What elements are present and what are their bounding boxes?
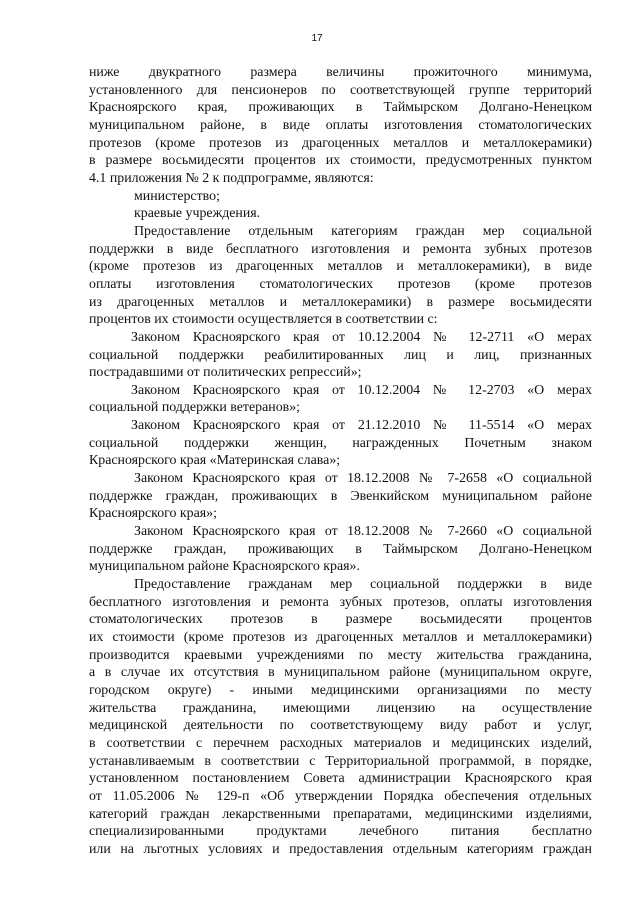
text-line: поддержке граждан, проживающих в Таймырском Долгано-Ненецком <box>89 541 592 557</box>
text-line: производится краевыми учреждениями по месту жительства гражданина, <box>89 647 592 663</box>
text-line: специализированными продуктами лечебного питания бесплатно <box>89 824 592 840</box>
document-body <box>89 64 592 859</box>
text-line: Законом Красноярского края от 18.12.2008 № 7-2660 «О социальной <box>134 524 592 540</box>
text-line: устанавливаемым в соответствии с Территориальной программой, в порядке, <box>89 753 592 769</box>
text-line: от 11.05.2006 № 129-п «Об утверждении Порядка обеспечения отдельных <box>89 788 592 804</box>
text-line: социальной поддержки женщин, награжденных Почетным знаком <box>89 435 592 451</box>
text-line: поддержки в виде бесплатного изготовления и ремонта зубных протезов <box>89 241 592 257</box>
text-line: из драгоценных металлов и металлокерамики) в размере восьмидесяти <box>89 294 592 310</box>
text-line: оплаты изготовления стоматологических протезов (кроме протезов <box>89 276 592 292</box>
text-line: Предоставление отдельным категориям граждан мер социальной <box>134 223 592 239</box>
text-line: процентов их стоимости осуществляется в соответствии с: <box>89 312 438 328</box>
text-line: жительства гражданина, имеющими лицензию на осуществление <box>89 700 592 716</box>
text-line: Законом Красноярского края от 10.12.2004 № 12-2711 «О мерах <box>131 329 592 345</box>
text-line: Законом Красноярского края от 21.12.2010 № 11-5514 «О мерах <box>131 418 592 434</box>
text-line: муниципальном районе, в виде оплаты изготовления стоматологических <box>89 117 592 133</box>
text-line: пострадавшими от политических репрессий»; <box>89 365 362 381</box>
text-line: Законом Красноярского края от 18.12.2008 № 7-2658 «О социальной <box>134 471 592 487</box>
text-line: установленном постановлением Совета администрации Красноярского края <box>89 771 592 787</box>
text-line: министерство; <box>134 188 220 204</box>
text-line: краевые учреждения. <box>134 206 261 222</box>
text-line: категорий граждан лекарственными препаратами, медицинскими изделиями, <box>89 806 592 822</box>
text-line: или на льготных условиях и предоставления отдельным категориям граждан <box>89 841 592 857</box>
text-line: муниципальном районе Красноярского края». <box>89 559 360 575</box>
text-line: установленного для пенсионеров по соответствующей группе территорий <box>89 82 592 98</box>
text-line: протезов (кроме протезов из драгоценных металлов и металлокерамики) <box>89 135 592 151</box>
text-line: социальной поддержки ветеранов»; <box>89 400 301 416</box>
text-line: ниже двукратного размера величины прожиточного минимума, <box>89 65 592 80</box>
text-line: Красноярского края, проживающих в Таймырском Долгано-Ненецком <box>89 100 592 116</box>
text-line: Красноярского края «Материнская слава»; <box>89 453 341 469</box>
text-line: в размере восьмидесяти процентов их стоимости, предусмотренных пунктом <box>89 153 592 169</box>
text-line: Предоставление гражданам мер социальной поддержки в виде <box>134 577 592 593</box>
text-line: медицинской деятельности по соответствующему виду работ и услуг, <box>89 718 592 734</box>
text-line: в соответствии с перечнем расходных материалов и медицинских изделий, <box>89 735 592 751</box>
text-line: (кроме протезов из драгоценных металлов и металлокерамики), в виде <box>89 259 592 275</box>
text-line: стоматологических протезов в размере восьмидесяти процентов <box>89 612 592 628</box>
text-line: социальной поддержки реабилитированных лиц и лиц, признанных <box>89 347 592 363</box>
text-line: Законом Красноярского края от 10.12.2004 № 12-2703 «О мерах <box>131 382 592 398</box>
text-line: их стоимости (кроме протезов из драгоценных металлов и металлокерамики) <box>89 630 592 645</box>
text-line: а в случае их отсутствия в муниципальном районе (муниципальном округе, <box>89 665 592 681</box>
text-line: бесплатного изготовления и ремонта зубных протезов, оплаты изготовления <box>89 594 592 610</box>
text-line: 4.1 приложения № 2 к подпрограмме, являются: <box>89 170 374 186</box>
page-number: 17 <box>311 33 323 44</box>
text-line: городском округе) - иными медицинскими организациями по месту <box>89 682 592 698</box>
text-line: Красноярского края»; <box>89 506 217 522</box>
text-line: поддержке граждан, проживающих в Эвенкийском муниципальном районе <box>89 488 592 504</box>
